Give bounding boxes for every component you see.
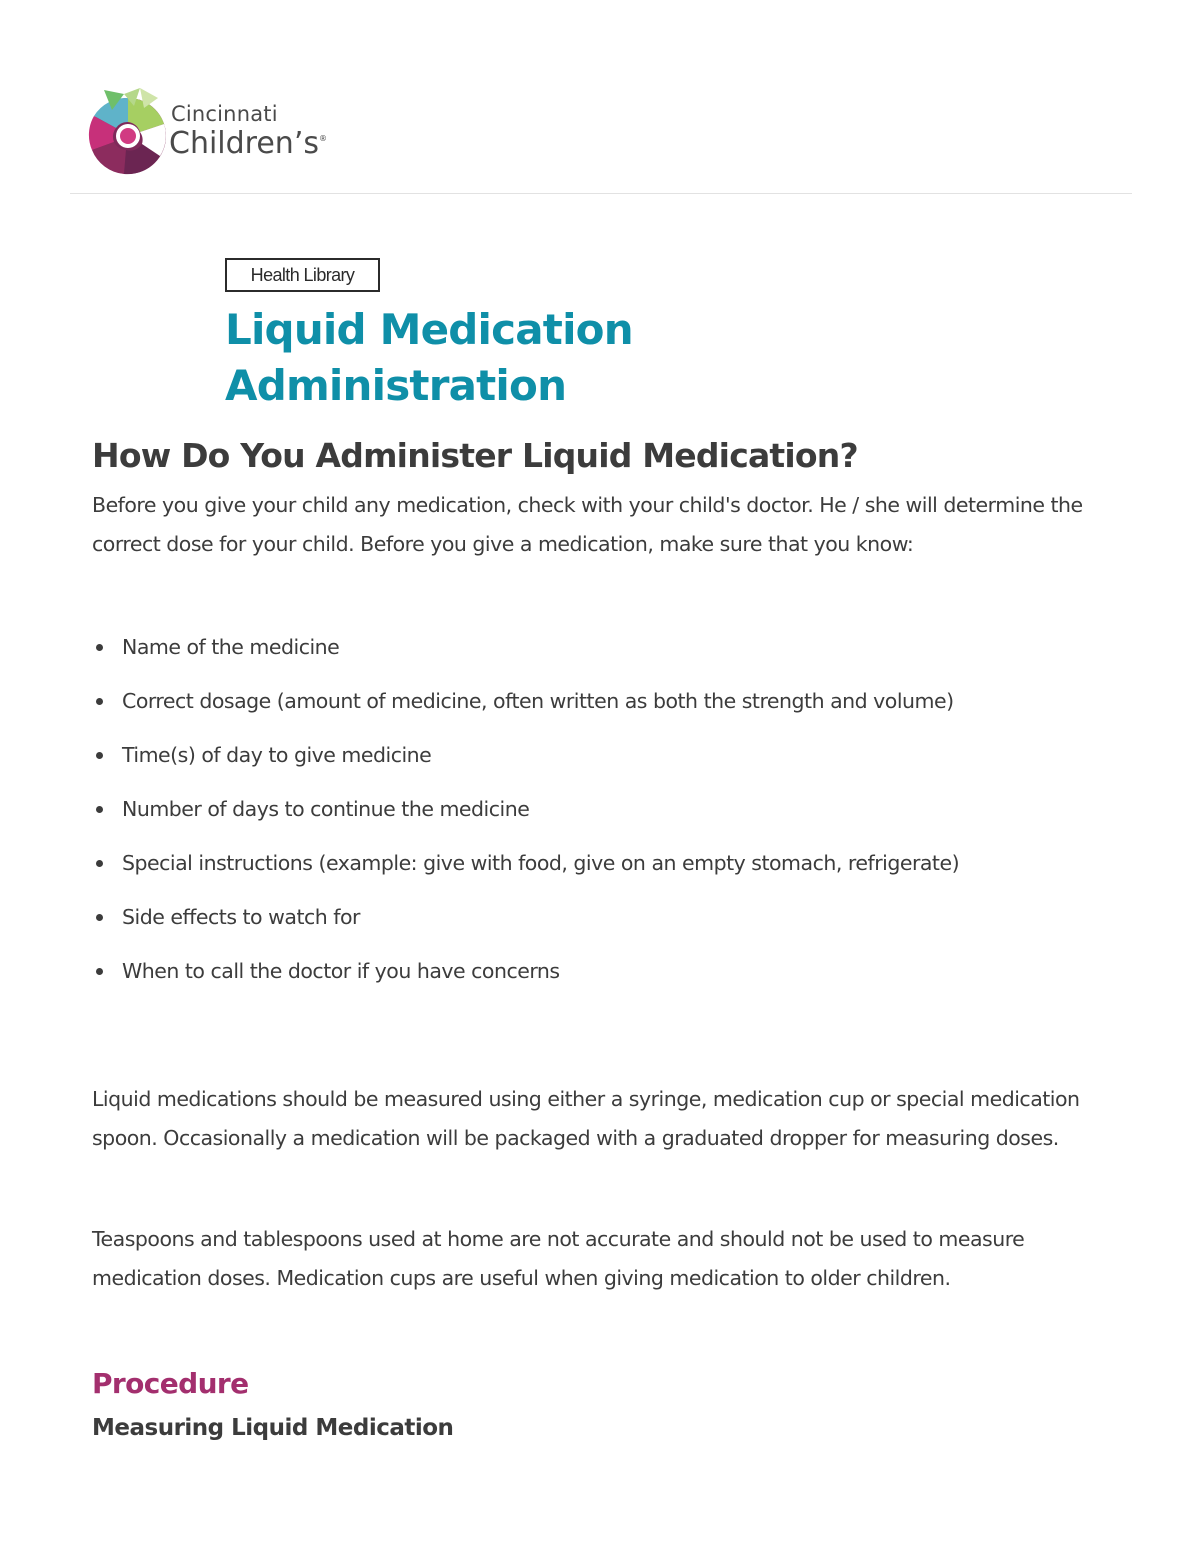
page-title-line-2: Administration bbox=[225, 361, 567, 410]
list-item bbox=[92, 844, 1122, 882]
procedure-subheading: Measuring Liquid Medication bbox=[92, 1415, 454, 1441]
bullet-icon bbox=[96, 698, 103, 705]
list-item bbox=[92, 736, 1122, 774]
registered-mark: ® bbox=[319, 134, 327, 143]
list-item-text: Special instructions (example: give with food, give on an empty stomach, refrigerate) bbox=[122, 851, 960, 875]
spoons-paragraph: Teaspoons and tablespoons used at home are not accurate and should not be used to measure medication doses. Medication cups are useful when giving medication to older children. bbox=[92, 1227, 1025, 1290]
logo-mark-icon bbox=[84, 84, 168, 180]
bullet-icon bbox=[96, 806, 103, 813]
bullet-icon bbox=[96, 968, 103, 975]
list-item bbox=[92, 682, 1122, 720]
procedure-heading: Procedure bbox=[92, 1367, 249, 1400]
page-title-line-1: Liquid Medication bbox=[225, 305, 633, 354]
bullet-icon bbox=[96, 914, 103, 921]
bullet-icon bbox=[96, 644, 103, 651]
list-item-text: Time(s) of day to give medicine bbox=[122, 743, 432, 767]
list-item-text: Number of days to continue the medicine bbox=[122, 797, 530, 821]
page-header bbox=[0, 0, 1200, 196]
measuring-paragraph: Liquid medications should be measured using either a syringe, medication cup or special medication spoon. Occasionally a medication will be packaged with a graduated dropper for measuring doses. bbox=[92, 1087, 1080, 1150]
logo-text-cincinnati: Cincinnati bbox=[171, 102, 278, 126]
list-item bbox=[92, 898, 1122, 936]
checklist bbox=[92, 628, 1122, 1006]
list-item bbox=[92, 952, 1122, 990]
bullet-icon bbox=[96, 860, 103, 867]
page-title bbox=[225, 302, 925, 414]
list-item-text: Correct dosage (amount of medicine, often written as both the strength and volume) bbox=[122, 689, 954, 713]
logo-text-childrens bbox=[169, 126, 327, 161]
list-item-text: Side effects to watch for bbox=[122, 905, 360, 929]
health-library-badge[interactable]: Health Library bbox=[225, 258, 380, 292]
list-item-text: Name of the medicine bbox=[122, 635, 340, 659]
list-item bbox=[92, 790, 1122, 828]
header-divider bbox=[70, 193, 1132, 194]
logo-text-childrens-word: Children’s bbox=[169, 126, 319, 161]
section-heading: How Do You Administer Liquid Medication? bbox=[92, 436, 858, 475]
intro-paragraph: Before you give your child any medication, check with your child's doctor. He / she will determine the correct dose for your child. Before you give a medication, make sure that you know: bbox=[92, 493, 1083, 556]
list-item-text: When to call the doctor if you have concerns bbox=[122, 959, 560, 983]
bullet-icon bbox=[96, 752, 103, 759]
cincinnati-childrens-logo[interactable] bbox=[84, 84, 384, 180]
list-item bbox=[92, 628, 1122, 666]
